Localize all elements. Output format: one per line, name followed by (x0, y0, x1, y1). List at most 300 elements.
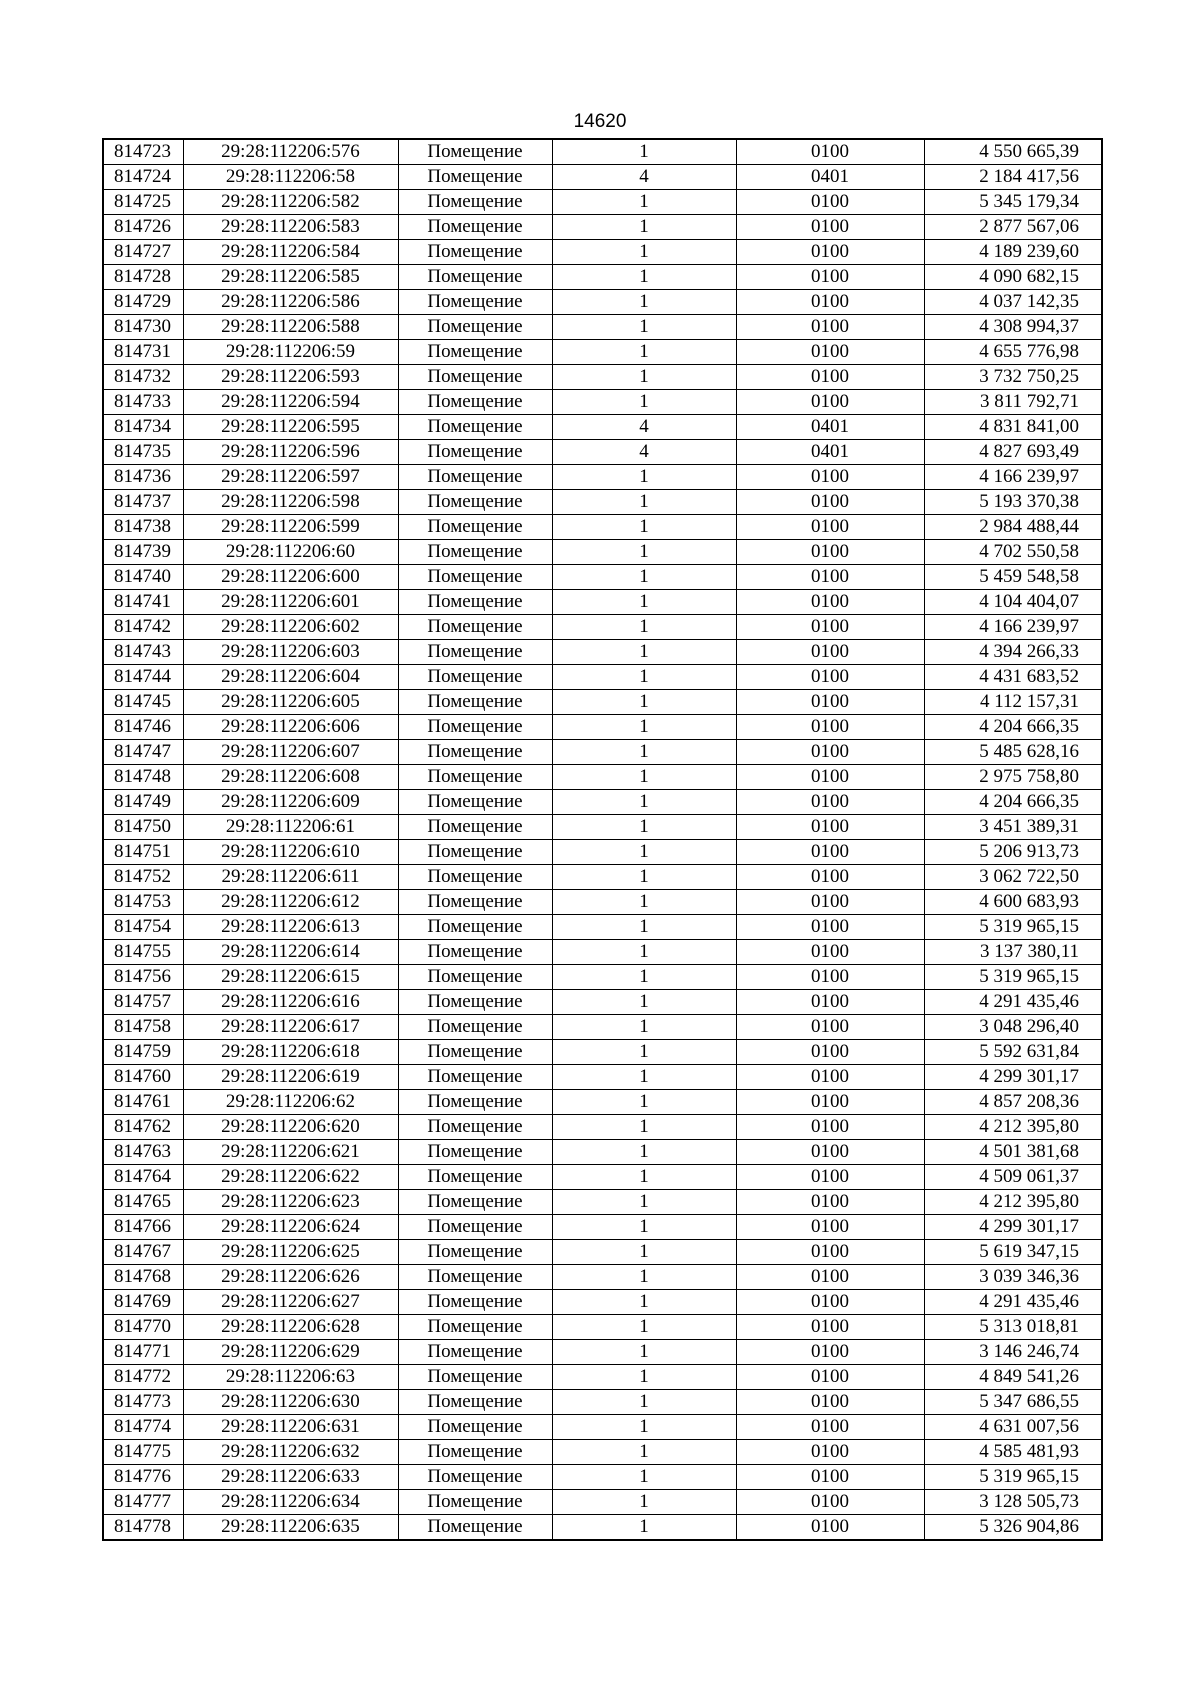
table-row (103, 940, 1102, 965)
object-type-cell: Помещение (398, 390, 552, 415)
cadastral-number-cell: 29:28:112206:621 (183, 1140, 398, 1165)
table-row (103, 965, 1102, 990)
table-row (103, 740, 1102, 765)
table-row (103, 340, 1102, 365)
cadastral-value-cell: 4 394 266,33 (924, 640, 1102, 665)
type-code-cell: 1 (552, 1190, 736, 1215)
cadastral-value-cell: 4 857 208,36 (924, 1090, 1102, 1115)
type-code-cell: 1 (552, 139, 736, 165)
cadastral-value-cell: 4 212 395,80 (924, 1190, 1102, 1215)
cadastral-number-cell: 29:28:112206:61 (183, 815, 398, 840)
cadastral-number-cell: 29:28:112206:60 (183, 540, 398, 565)
table-row (103, 515, 1102, 540)
group-code-cell: 0100 (736, 815, 924, 840)
type-code-cell: 1 (552, 965, 736, 990)
group-code-cell: 0100 (736, 515, 924, 540)
type-code-cell: 1 (552, 1140, 736, 1165)
object-type-cell: Помещение (398, 165, 552, 190)
cadastral-value-cell: 4 827 693,49 (924, 440, 1102, 465)
cadastral-number-cell: 29:28:112206:594 (183, 390, 398, 415)
object-type-cell: Помещение (398, 1215, 552, 1240)
object-type-cell: Помещение (398, 490, 552, 515)
cadastral-number-cell: 29:28:112206:582 (183, 190, 398, 215)
group-code-cell: 0100 (736, 1465, 924, 1490)
type-code-cell: 1 (552, 1215, 736, 1240)
table-row (103, 440, 1102, 465)
cadastral-number-cell: 29:28:112206:593 (183, 365, 398, 390)
type-code-cell: 1 (552, 665, 736, 690)
row-number-cell: 814743 (103, 640, 183, 665)
table-row (103, 290, 1102, 315)
object-type-cell: Помещение (398, 1440, 552, 1465)
table-row (103, 190, 1102, 215)
object-type-cell: Помещение (398, 265, 552, 290)
cadastral-number-cell: 29:28:112206:602 (183, 615, 398, 640)
cadastral-value-cell: 4 501 381,68 (924, 1140, 1102, 1165)
table-row (103, 165, 1102, 190)
cadastral-number-cell: 29:28:112206:595 (183, 415, 398, 440)
type-code-cell: 1 (552, 1440, 736, 1465)
row-number-cell: 814723 (103, 139, 183, 165)
type-code-cell: 1 (552, 215, 736, 240)
table-row (103, 840, 1102, 865)
object-type-cell: Помещение (398, 1190, 552, 1215)
row-number-cell: 814768 (103, 1265, 183, 1290)
group-code-cell: 0100 (736, 1365, 924, 1390)
type-code-cell: 1 (552, 790, 736, 815)
object-type-cell: Помещение (398, 1065, 552, 1090)
cadastral-value-cell: 4 631 007,56 (924, 1415, 1102, 1440)
row-number-cell: 814731 (103, 340, 183, 365)
type-code-cell: 1 (552, 1240, 736, 1265)
group-code-cell: 0100 (736, 1190, 924, 1215)
object-type-cell: Помещение (398, 1415, 552, 1440)
type-code-cell: 1 (552, 465, 736, 490)
group-code-cell: 0100 (736, 490, 924, 515)
group-code-cell: 0100 (736, 240, 924, 265)
cadastral-number-cell: 29:28:112206:588 (183, 315, 398, 340)
type-code-cell: 1 (552, 1265, 736, 1290)
row-number-cell: 814753 (103, 890, 183, 915)
object-type-cell: Помещение (398, 190, 552, 215)
row-number-cell: 814733 (103, 390, 183, 415)
object-type-cell: Помещение (398, 1015, 552, 1040)
row-number-cell: 814749 (103, 790, 183, 815)
object-type-cell: Помещение (398, 315, 552, 340)
type-code-cell: 4 (552, 440, 736, 465)
cadastral-value-cell: 5 347 686,55 (924, 1390, 1102, 1415)
table-row (103, 540, 1102, 565)
table-row (103, 365, 1102, 390)
object-type-cell: Помещение (398, 965, 552, 990)
type-code-cell: 1 (552, 1465, 736, 1490)
cadastral-number-cell: 29:28:112206:604 (183, 665, 398, 690)
group-code-cell: 0100 (736, 665, 924, 690)
table-row (103, 1165, 1102, 1190)
cadastral-number-cell: 29:28:112206:585 (183, 265, 398, 290)
row-number-cell: 814759 (103, 1040, 183, 1065)
row-number-cell: 814762 (103, 1115, 183, 1140)
cadastral-number-cell: 29:28:112206:624 (183, 1215, 398, 1240)
group-code-cell: 0100 (736, 290, 924, 315)
cadastral-value-cell: 4 212 395,80 (924, 1115, 1102, 1140)
object-type-cell: Помещение (398, 290, 552, 315)
cadastral-value-cell: 4 550 665,39 (924, 139, 1102, 165)
group-code-cell: 0100 (736, 1165, 924, 1190)
cadastral-number-cell: 29:28:112206:610 (183, 840, 398, 865)
object-type-cell: Помещение (398, 590, 552, 615)
row-number-cell: 814778 (103, 1515, 183, 1541)
cadastral-value-cell: 3 732 750,25 (924, 365, 1102, 390)
type-code-cell: 1 (552, 865, 736, 890)
object-type-cell: Помещение (398, 1340, 552, 1365)
cadastral-number-cell: 29:28:112206:623 (183, 1190, 398, 1215)
row-number-cell: 814737 (103, 490, 183, 515)
object-type-cell: Помещение (398, 1115, 552, 1140)
row-number-cell: 814725 (103, 190, 183, 215)
group-code-cell: 0100 (736, 1515, 924, 1541)
cadastral-number-cell: 29:28:112206:586 (183, 290, 398, 315)
row-number-cell: 814732 (103, 365, 183, 390)
cadastral-number-cell: 29:28:112206:615 (183, 965, 398, 990)
type-code-cell: 1 (552, 265, 736, 290)
object-type-cell: Помещение (398, 890, 552, 915)
row-number-cell: 814760 (103, 1065, 183, 1090)
type-code-cell: 1 (552, 1515, 736, 1541)
table-row (103, 315, 1102, 340)
table-row (103, 915, 1102, 940)
type-code-cell: 1 (552, 615, 736, 640)
cadastral-number-cell: 29:28:112206:600 (183, 565, 398, 590)
type-code-cell: 1 (552, 840, 736, 865)
type-code-cell: 1 (552, 740, 736, 765)
type-code-cell: 4 (552, 165, 736, 190)
row-number-cell: 814736 (103, 465, 183, 490)
cadastral-number-cell: 29:28:112206:620 (183, 1115, 398, 1140)
group-code-cell: 0401 (736, 165, 924, 190)
group-code-cell: 0100 (736, 940, 924, 965)
object-type-cell: Помещение (398, 515, 552, 540)
cadastral-value-cell: 4 204 666,35 (924, 790, 1102, 815)
row-number-cell: 814772 (103, 1365, 183, 1390)
table-row (103, 890, 1102, 915)
table-row (103, 990, 1102, 1015)
cadastral-number-cell: 29:28:112206:576 (183, 139, 398, 165)
cadastral-number-cell: 29:28:112206:584 (183, 240, 398, 265)
cadastral-number-cell: 29:28:112206:62 (183, 1090, 398, 1115)
cadastral-value-cell: 5 319 965,15 (924, 965, 1102, 990)
cadastral-number-cell: 29:28:112206:612 (183, 890, 398, 915)
object-type-cell: Помещение (398, 915, 552, 940)
type-code-cell: 1 (552, 815, 736, 840)
cadastral-value-cell: 3 039 346,36 (924, 1265, 1102, 1290)
cadastral-value-cell: 5 319 965,15 (924, 1465, 1102, 1490)
row-number-cell: 814729 (103, 290, 183, 315)
cadastral-number-cell: 29:28:112206:605 (183, 690, 398, 715)
group-code-cell: 0100 (736, 740, 924, 765)
group-code-cell: 0100 (736, 915, 924, 940)
cadastral-number-cell: 29:28:112206:607 (183, 740, 398, 765)
table-row (103, 1315, 1102, 1340)
type-code-cell: 1 (552, 515, 736, 540)
cadastral-number-cell: 29:28:112206:630 (183, 1390, 398, 1415)
cadastral-value-cell: 3 048 296,40 (924, 1015, 1102, 1040)
object-type-cell: Помещение (398, 665, 552, 690)
cadastral-value-cell: 4 104 404,07 (924, 590, 1102, 615)
type-code-cell: 1 (552, 240, 736, 265)
table-row (103, 1415, 1102, 1440)
object-type-cell: Помещение (398, 365, 552, 390)
cadastral-number-cell: 29:28:112206:611 (183, 865, 398, 890)
group-code-cell: 0401 (736, 415, 924, 440)
group-code-cell: 0100 (736, 315, 924, 340)
cadastral-value-cell: 5 319 965,15 (924, 915, 1102, 940)
type-code-cell: 1 (552, 290, 736, 315)
cadastral-value-cell: 5 193 370,38 (924, 490, 1102, 515)
type-code-cell: 1 (552, 1340, 736, 1365)
cadastral-value-cell: 3 062 722,50 (924, 865, 1102, 890)
table-row (103, 1390, 1102, 1415)
group-code-cell: 0401 (736, 440, 924, 465)
table-row (103, 665, 1102, 690)
cadastral-value-cell: 4 189 239,60 (924, 240, 1102, 265)
row-number-cell: 814764 (103, 1165, 183, 1190)
object-type-cell: Помещение (398, 1515, 552, 1541)
object-type-cell: Помещение (398, 690, 552, 715)
cadastral-value-cell: 4 299 301,17 (924, 1215, 1102, 1240)
cadastral-value-cell: 4 509 061,37 (924, 1165, 1102, 1190)
cadastral-value-cell: 5 313 018,81 (924, 1315, 1102, 1340)
group-code-cell: 0100 (736, 715, 924, 740)
row-number-cell: 814740 (103, 565, 183, 590)
row-number-cell: 814777 (103, 1490, 183, 1515)
row-number-cell: 814750 (103, 815, 183, 840)
cadastral-number-cell: 29:28:112206:625 (183, 1240, 398, 1265)
row-number-cell: 814773 (103, 1390, 183, 1415)
object-type-cell: Помещение (398, 215, 552, 240)
cadastral-value-cell: 4 600 683,93 (924, 890, 1102, 915)
table-row (103, 1215, 1102, 1240)
group-code-cell: 0100 (736, 990, 924, 1015)
row-number-cell: 814767 (103, 1240, 183, 1265)
table-row (103, 1115, 1102, 1140)
table-row (103, 415, 1102, 440)
row-number-cell: 814769 (103, 1290, 183, 1315)
cadastral-value-cell: 3 451 389,31 (924, 815, 1102, 840)
cadastral-value-cell: 2 975 758,80 (924, 765, 1102, 790)
table-row (103, 565, 1102, 590)
object-type-cell: Помещение (398, 565, 552, 590)
object-type-cell: Помещение (398, 540, 552, 565)
type-code-cell: 1 (552, 765, 736, 790)
row-number-cell: 814748 (103, 765, 183, 790)
type-code-cell: 1 (552, 1490, 736, 1515)
group-code-cell: 0100 (736, 965, 924, 990)
cadastral-number-cell: 29:28:112206:618 (183, 1040, 398, 1065)
cadastral-value-cell: 2 184 417,56 (924, 165, 1102, 190)
type-code-cell: 1 (552, 890, 736, 915)
row-number-cell: 814747 (103, 740, 183, 765)
cadastral-value-cell: 3 146 246,74 (924, 1340, 1102, 1365)
cadastral-value-cell: 5 485 628,16 (924, 740, 1102, 765)
group-code-cell: 0100 (736, 565, 924, 590)
group-code-cell: 0100 (736, 690, 924, 715)
group-code-cell: 0100 (736, 840, 924, 865)
cadastral-value-cell: 4 585 481,93 (924, 1440, 1102, 1465)
cadastral-value-cell: 4 831 841,00 (924, 415, 1102, 440)
type-code-cell: 1 (552, 715, 736, 740)
object-type-cell: Помещение (398, 1265, 552, 1290)
type-code-cell: 1 (552, 590, 736, 615)
cadastral-value-cell: 4 431 683,52 (924, 665, 1102, 690)
type-code-cell: 1 (552, 340, 736, 365)
cadastral-value-cell: 5 619 347,15 (924, 1240, 1102, 1265)
cadastral-number-cell: 29:28:112206:63 (183, 1365, 398, 1390)
group-code-cell: 0100 (736, 1415, 924, 1440)
cadastral-number-cell: 29:28:112206:606 (183, 715, 398, 740)
cadastral-value-cell: 5 459 548,58 (924, 565, 1102, 590)
row-number-cell: 814758 (103, 1015, 183, 1040)
cadastral-value-cell: 5 326 904,86 (924, 1515, 1102, 1541)
row-number-cell: 814765 (103, 1190, 183, 1215)
cadastral-number-cell: 29:28:112206:626 (183, 1265, 398, 1290)
row-number-cell: 814766 (103, 1215, 183, 1240)
row-number-cell: 814724 (103, 165, 183, 190)
row-number-cell: 814728 (103, 265, 183, 290)
object-type-cell: Помещение (398, 139, 552, 165)
object-type-cell: Помещение (398, 1090, 552, 1115)
group-code-cell: 0100 (736, 590, 924, 615)
group-code-cell: 0100 (736, 765, 924, 790)
cadastral-value-cell: 4 308 994,37 (924, 315, 1102, 340)
object-type-cell: Помещение (398, 1465, 552, 1490)
row-number-cell: 814734 (103, 415, 183, 440)
object-type-cell: Помещение (398, 415, 552, 440)
cadastral-value-cell: 4 204 666,35 (924, 715, 1102, 740)
cadastral-number-cell: 29:28:112206:627 (183, 1290, 398, 1315)
group-code-cell: 0100 (736, 1265, 924, 1290)
row-number-cell: 814726 (103, 215, 183, 240)
object-type-cell: Помещение (398, 1140, 552, 1165)
group-code-cell: 0100 (736, 365, 924, 390)
object-type-cell: Помещение (398, 865, 552, 890)
type-code-cell: 1 (552, 1315, 736, 1340)
group-code-cell: 0100 (736, 465, 924, 490)
cadastral-number-cell: 29:28:112206:599 (183, 515, 398, 540)
group-code-cell: 0100 (736, 190, 924, 215)
cadastral-value-cell: 3 128 505,73 (924, 1490, 1102, 1515)
table-row (103, 690, 1102, 715)
cadastral-number-cell: 29:28:112206:633 (183, 1465, 398, 1490)
cadastral-number-cell: 29:28:112206:583 (183, 215, 398, 240)
object-type-cell: Помещение (398, 765, 552, 790)
registry-table-body (103, 139, 1102, 1540)
group-code-cell: 0100 (736, 1115, 924, 1140)
object-type-cell: Помещение (398, 240, 552, 265)
cadastral-number-cell: 29:28:112206:59 (183, 340, 398, 365)
row-number-cell: 814776 (103, 1465, 183, 1490)
table-row (103, 390, 1102, 415)
table-row (103, 215, 1102, 240)
cadastral-value-cell: 2 984 488,44 (924, 515, 1102, 540)
table-row (103, 815, 1102, 840)
table-row (103, 240, 1102, 265)
row-number-cell: 814741 (103, 590, 183, 615)
object-type-cell: Помещение (398, 1490, 552, 1515)
cadastral-value-cell: 4 291 435,46 (924, 1290, 1102, 1315)
table-row (103, 1140, 1102, 1165)
object-type-cell: Помещение (398, 640, 552, 665)
type-code-cell: 1 (552, 1090, 736, 1115)
type-code-cell: 1 (552, 365, 736, 390)
type-code-cell: 1 (552, 1390, 736, 1415)
cadastral-number-cell: 29:28:112206:619 (183, 1065, 398, 1090)
object-type-cell: Помещение (398, 1315, 552, 1340)
group-code-cell: 0100 (736, 215, 924, 240)
type-code-cell: 1 (552, 640, 736, 665)
cadastral-number-cell: 29:28:112206:635 (183, 1515, 398, 1541)
group-code-cell: 0100 (736, 1340, 924, 1365)
table-row (103, 1015, 1102, 1040)
row-number-cell: 814755 (103, 940, 183, 965)
table-row (103, 1340, 1102, 1365)
table-row (103, 1090, 1102, 1115)
cadastral-value-cell: 4 037 142,35 (924, 290, 1102, 315)
cadastral-value-cell: 4 166 239,97 (924, 615, 1102, 640)
object-type-cell: Помещение (398, 1290, 552, 1315)
group-code-cell: 0100 (736, 1065, 924, 1090)
type-code-cell: 1 (552, 940, 736, 965)
row-number-cell: 814730 (103, 315, 183, 340)
cadastral-number-cell: 29:28:112206:609 (183, 790, 398, 815)
cadastral-number-cell: 29:28:112206:622 (183, 1165, 398, 1190)
table-row (103, 1265, 1102, 1290)
group-code-cell: 0100 (736, 139, 924, 165)
cadastral-value-cell: 3 137 380,11 (924, 940, 1102, 965)
type-code-cell: 1 (552, 315, 736, 340)
table-row (103, 1465, 1102, 1490)
table-row (103, 590, 1102, 615)
type-code-cell: 1 (552, 990, 736, 1015)
object-type-cell: Помещение (398, 340, 552, 365)
table-row (103, 1365, 1102, 1390)
row-number-cell: 814744 (103, 665, 183, 690)
table-row (103, 1040, 1102, 1065)
type-code-cell: 1 (552, 1415, 736, 1440)
object-type-cell: Помещение (398, 940, 552, 965)
group-code-cell: 0100 (736, 1090, 924, 1115)
cadastral-number-cell: 29:28:112206:597 (183, 465, 398, 490)
table-row (103, 640, 1102, 665)
group-code-cell: 0100 (736, 265, 924, 290)
object-type-cell: Помещение (398, 715, 552, 740)
cadastral-value-cell: 4 112 157,31 (924, 690, 1102, 715)
row-number-cell: 814739 (103, 540, 183, 565)
type-code-cell: 1 (552, 1115, 736, 1140)
row-number-cell: 814771 (103, 1340, 183, 1365)
object-type-cell: Помещение (398, 740, 552, 765)
object-type-cell: Помещение (398, 440, 552, 465)
type-code-cell: 1 (552, 390, 736, 415)
cadastral-number-cell: 29:28:112206:634 (183, 1490, 398, 1515)
table-row (103, 1440, 1102, 1465)
group-code-cell: 0100 (736, 640, 924, 665)
row-number-cell: 814775 (103, 1440, 183, 1465)
cadastral-value-cell: 4 702 550,58 (924, 540, 1102, 565)
row-number-cell: 814746 (103, 715, 183, 740)
group-code-cell: 0100 (736, 790, 924, 815)
group-code-cell: 0100 (736, 1015, 924, 1040)
